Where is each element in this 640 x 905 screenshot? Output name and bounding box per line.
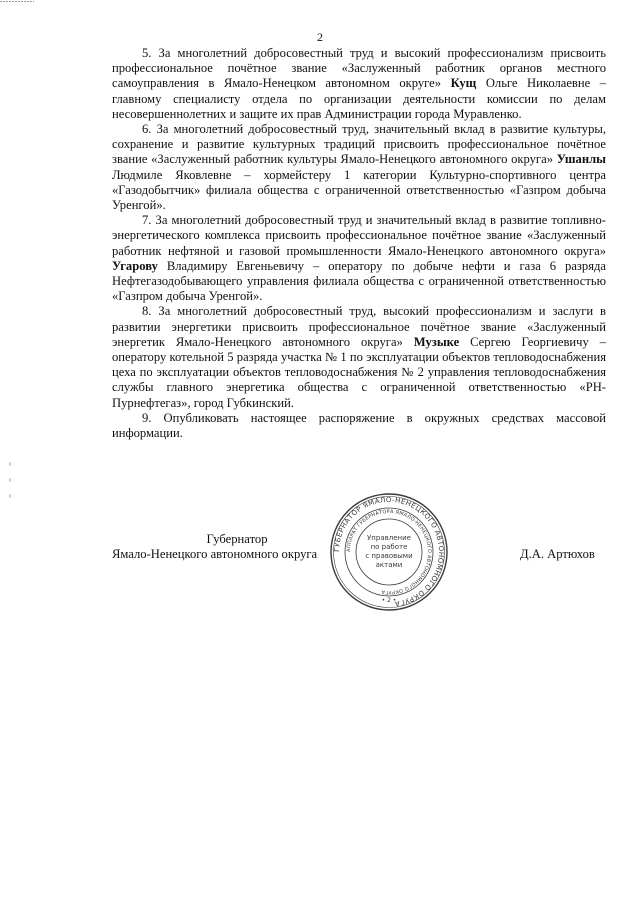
- honoree-surname: Ушанлы: [556, 152, 606, 167]
- page-number: 2: [317, 30, 323, 44]
- paragraph-text: 9. Опубликовать настоящее распоряжение в окружных средствах массовой информации.: [112, 410, 606, 441]
- seal-number: • 2 •: [381, 597, 397, 604]
- margin-tick-marks: [8, 460, 12, 500]
- governor-title-line1: Губернатор: [206, 532, 268, 546]
- paragraph-text: Ольге Николаевне – главному специалисту отдела по организации деятельности комиссии по делам несовершеннолетних и защите их прав Администрации города Муравленко.: [112, 76, 607, 121]
- paragraph-9: [112, 411, 606, 441]
- seal-inner-text: АППАРАТ ГУБЕРНАТОРА ЯМАЛО-НЕНЕЦКОГО АВТОНОМНОГО ОКРУГА: [345, 508, 433, 596]
- paragraph-text: Людмиле Яковлевне – хормейстеру 1 категории Культурно-спортивного центра «Газодобытчик» филиала общества с ограниченной ответственностью «Газпром добыча Уренгой».: [112, 167, 606, 213]
- governor-name: Д.А. Артюхов: [520, 547, 595, 561]
- paragraph-6: [112, 122, 606, 213]
- seal-outer-text: ГУБЕРНАТОР ЯМАЛО-НЕНЕЦКОГО АВТОНОМНОГО ОКРУГА: [332, 495, 446, 608]
- honoree-surname: Музыке: [413, 334, 460, 349]
- seal-center-line: Управление: [367, 534, 411, 542]
- honoree-surname: Угарову: [112, 258, 158, 273]
- paragraph-text: Владимиру Евгеньевичу – оператору по добыче нефти и газа 6 разряда Нефтегазодобывающего управления филиала общества с ограниченной ответственностью «Газпром добыча Уренгой».: [112, 258, 606, 304]
- paragraph-text: 6. За многолетний добросовестный труд, значительный вклад в развитие культуры, сохранение и развитие культурных традиций присвоить профессиональное почётное звание «Заслуженный работник культуры Ямало-Ненецкого автономного округа»: [112, 122, 606, 167]
- governor-title-line2: Ямало-Ненецкого автономного округа: [112, 547, 318, 561]
- governor-title: [112, 532, 332, 562]
- paragraph-text: 5. За многолетний добросовестный труд и высокий профессионализм присвоить профессиональное почётное звание «Заслуженный работник органов местного самоуправления в Ямало-Ненецком автономном округе»: [112, 46, 606, 91]
- seal-center-line: по работе: [370, 543, 408, 551]
- paragraph-5: [112, 46, 606, 122]
- scan-corner-mark: [0, 0, 34, 3]
- honoree-surname: Кущ: [450, 76, 477, 91]
- seal-center-line: с правовыми: [365, 552, 413, 560]
- document-body: [112, 46, 606, 441]
- paragraph-text: Сергею Георгиевичу – оператору котельной 5 разряда участка № 1 по эксплуатации объектов тепловодоснабжения цеха по эксплуатации объектов тепловодоснабжения № 2 управления тепловодоснабжения службы главного энергетика общества с ограниченной ответственностью «РН-Пурнефтегаз», город Губкинский.: [112, 334, 606, 410]
- paragraph-text: 8. За многолетний добросовестный труд, высокий профессионализм и заслуги в развитии энергетики присвоить профессиональное почётное звание «Заслуженный энергетик Ямало-Ненецкого автономного округа»: [112, 304, 606, 349]
- paragraph-7: [112, 213, 606, 304]
- paragraph-text: 7. За многолетний добросовестный труд и значительный вклад в развитие топливно-энергетического комплекса присвоить профессиональное почётное звание «Заслуженный работник нефтяной и газовой промышленности Ямало-Ненецкого автономного округа»: [112, 213, 606, 258]
- official-seal-stamp: [329, 492, 449, 612]
- seal-center-line: актами: [375, 561, 403, 569]
- paragraph-8: [112, 304, 606, 410]
